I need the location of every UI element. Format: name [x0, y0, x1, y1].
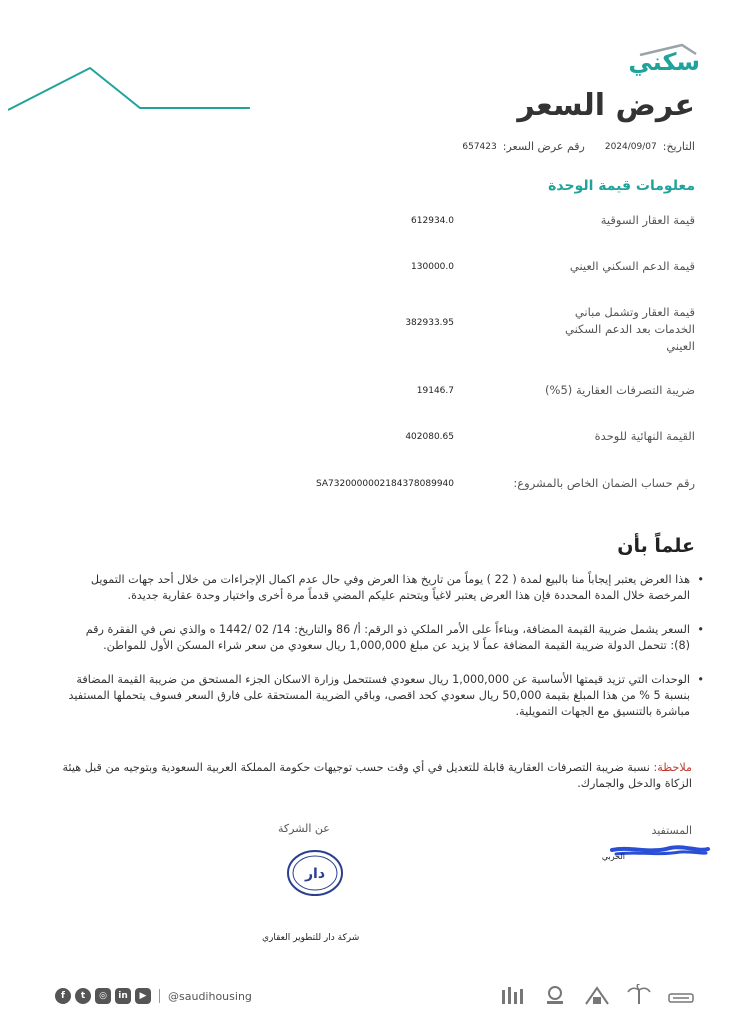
footer-divider [159, 989, 160, 1003]
date-label: التاريخ: [662, 140, 695, 153]
building-logo-icon [583, 984, 611, 1006]
real-estate-tax-value: 19146.7 [416, 386, 454, 396]
stamp-text: دار [304, 866, 326, 882]
logo-text: سكني [628, 48, 700, 76]
company-name: شركة دار للتطوير العقاري [262, 933, 360, 943]
offer-number-value: 657423 [462, 141, 497, 152]
notes-heading: علماً بأن [617, 535, 695, 557]
company-stamp [285, 848, 345, 898]
sakani-logo [620, 42, 700, 76]
redacted-name-scribble [610, 842, 710, 860]
ministry-logo-icon [499, 984, 527, 1006]
date-value: 2024/09/07 [604, 141, 657, 152]
page-title: عرض السعر [517, 88, 695, 123]
remark-label: ملاحظة: [653, 761, 692, 774]
linkedin-icon[interactable]: in [115, 988, 131, 1004]
housing-support-value: 130000.0 [411, 262, 454, 272]
government-logos [499, 984, 695, 1006]
facebook-icon[interactable]: f [55, 988, 71, 1004]
final-value-label: القيمة النهائية للوحدة [594, 429, 695, 443]
vision-logo-icon [667, 984, 695, 1006]
beneficiary-name: الحربي [601, 852, 625, 861]
value-after-support: 382933.95 [405, 318, 454, 328]
offer-number-label: رقم عرض السعر: [502, 140, 585, 153]
social-handle[interactable]: @saudihousing [168, 989, 252, 1003]
final-value: 402080.65 [405, 432, 454, 442]
beneficiary-label: المستفيد [651, 824, 692, 837]
instagram-icon[interactable]: ◎ [95, 988, 111, 1004]
company-signature-label: عن الشركة [278, 822, 330, 835]
escrow-account-label: رقم حساب الضمان الخاص بالمشروع: [513, 476, 695, 490]
footer-social [55, 988, 252, 1004]
housing-support-label: قيمة الدعم السكني العيني [569, 259, 695, 273]
value-after-support-label: قيمة العقار وتشمل مباني الخدمات بعد الدعم السكني العيني [564, 305, 695, 353]
note-item: • الوحدات التي تزيد قيمتها الأساسية عن 1,000,000 ريال سعودي فستتحمل وزارة الاسكان الجزء المستحق من ضريبة القيمة المضافة بنسبة 5 % من هذا المبلغ بقيمة 50,000 ريال سعودي كحد اقصى، وباقي الضريبة المستحقة على فارق السعر فسوف يتحملها المستفيد مباشرة بالتنسيق مع الجهات التمويلية. [64, 672, 704, 720]
remark [62, 760, 692, 792]
market-value-label: قيمة العقار السوقية [600, 213, 695, 227]
escrow-account-number: SA7320000002184378089940 [315, 479, 454, 489]
housing-program-logo-icon [541, 984, 569, 1006]
youtube-icon[interactable]: ▶ [135, 988, 151, 1004]
real-estate-tax-label: ضريبة التصرفات العقارية (5%) [545, 383, 695, 397]
remark-text: نسبة ضريبة التصرفات العقارية قابلة للتعديل في أي وقت حسب توجيهات حكومة المملكة العربية السعودية وبتوجيه من قبل هيئة الزكاة والدخل والجمارك. [62, 761, 692, 790]
market-value: 612934.0 [411, 216, 454, 226]
notes-list [64, 572, 704, 738]
unit-info-heading: معلومات قيمة الوحدة [548, 178, 695, 194]
note-item: • السعر يشمل ضريبة القيمة المضافة، وبناءاً على الأمر الملكي ذو الرقم: أ/ 86 والتاريخ: 14/ 02 /1442 ه والذي نص في الفقرة رقم (8): تتحمل الدولة ضريبة القيمة المضافة عماً لا يزيد عن مبلغ 1,000,000 ريال سعودي من سعر شراء المسكن الأول للمواطن. [64, 622, 704, 654]
palm-emblem-icon [625, 984, 653, 1006]
twitter-icon[interactable]: t [75, 988, 91, 1004]
document-meta [448, 140, 695, 153]
note-item: • هذا العرض يعتبر إيجاباً منا بالبيع لمدة ( 22 ) يوماً من تاريخ هذا العرض وفي حال عدم اكمال الإجراءات من خلال أحد جهات التمويل المرخصة خلال المدة المحددة فإن هذا العرض يعتبر لاغياً ويتحتم عليكم المضي قدماً مرة أخرى واختيار وحدة عقارية جديدة. [64, 572, 704, 604]
roof-line-decoration [8, 62, 253, 112]
